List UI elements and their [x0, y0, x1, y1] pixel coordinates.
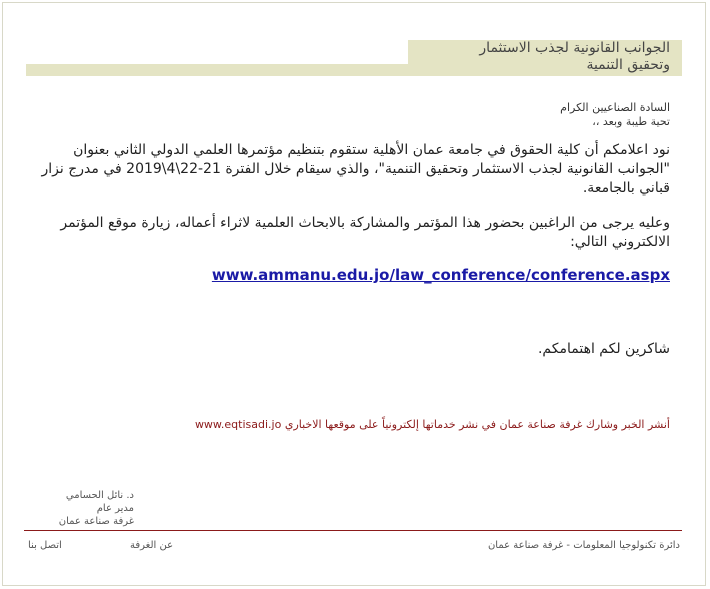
footer-about-link[interactable]: عن الغرفة — [130, 540, 174, 551]
signature-organization: غرفة صناعة عمان — [58, 516, 134, 527]
signature-position: مدير عام — [96, 503, 134, 514]
promo-text: أنشر الخبر وشارك غرفة صناعة عمان في نشر خدماتها إلكترونياً على موقعها الاخباري — [284, 418, 670, 431]
promo-site-link[interactable]: www.eqtisadi.jo — [194, 418, 282, 431]
greeting-block — [270, 101, 670, 129]
footer-contact-link[interactable]: اتصل بنا — [28, 540, 62, 551]
signature-block — [24, 489, 134, 528]
page-title — [410, 40, 670, 74]
footer-divider — [24, 530, 682, 531]
conference-link[interactable]: www.ammanu.edu.jo/law_conference/conference.aspx — [211, 266, 670, 284]
footer-department: دائرة تكنولوجيا المعلومات - غرفة صناعة عمان — [487, 540, 680, 551]
title-line-1: الجوانب القانونية لجذب الاستثمار — [479, 40, 670, 56]
paragraph-announcement: نود اعلامكم أن كلية الحقوق في جامعة عمان الأهلية ستقوم بتنظيم مؤتمرها العلمي الدولي الثاني بعنوان "الجوانب القانونية لجذب الاستثمار وتحقيق التنمية"، والذي سيقام خلال الفترة 21-22\4\2019 في مدرج نزار قباني بالجامعة. — [41, 142, 670, 196]
title-line-2: وتحقيق التنمية — [586, 57, 670, 73]
signature-name: د. نائل الحسامي — [65, 490, 134, 501]
thanks-text: شاكرين لكم اهتمامكم. — [537, 341, 670, 357]
promo-line — [195, 418, 670, 431]
greeting: تحية طيبة وبعد ،، — [592, 115, 670, 128]
paragraph-invitation: وعليه يرجى من الراغبين بحضور هذا المؤتمر والمشاركة بالابحاث العلمية لاثراء أعماله، زيارة موقع المؤتمر الالكتروني التالي: — [60, 215, 670, 250]
salutation: السادة الصناعيين الكرام — [560, 101, 670, 114]
